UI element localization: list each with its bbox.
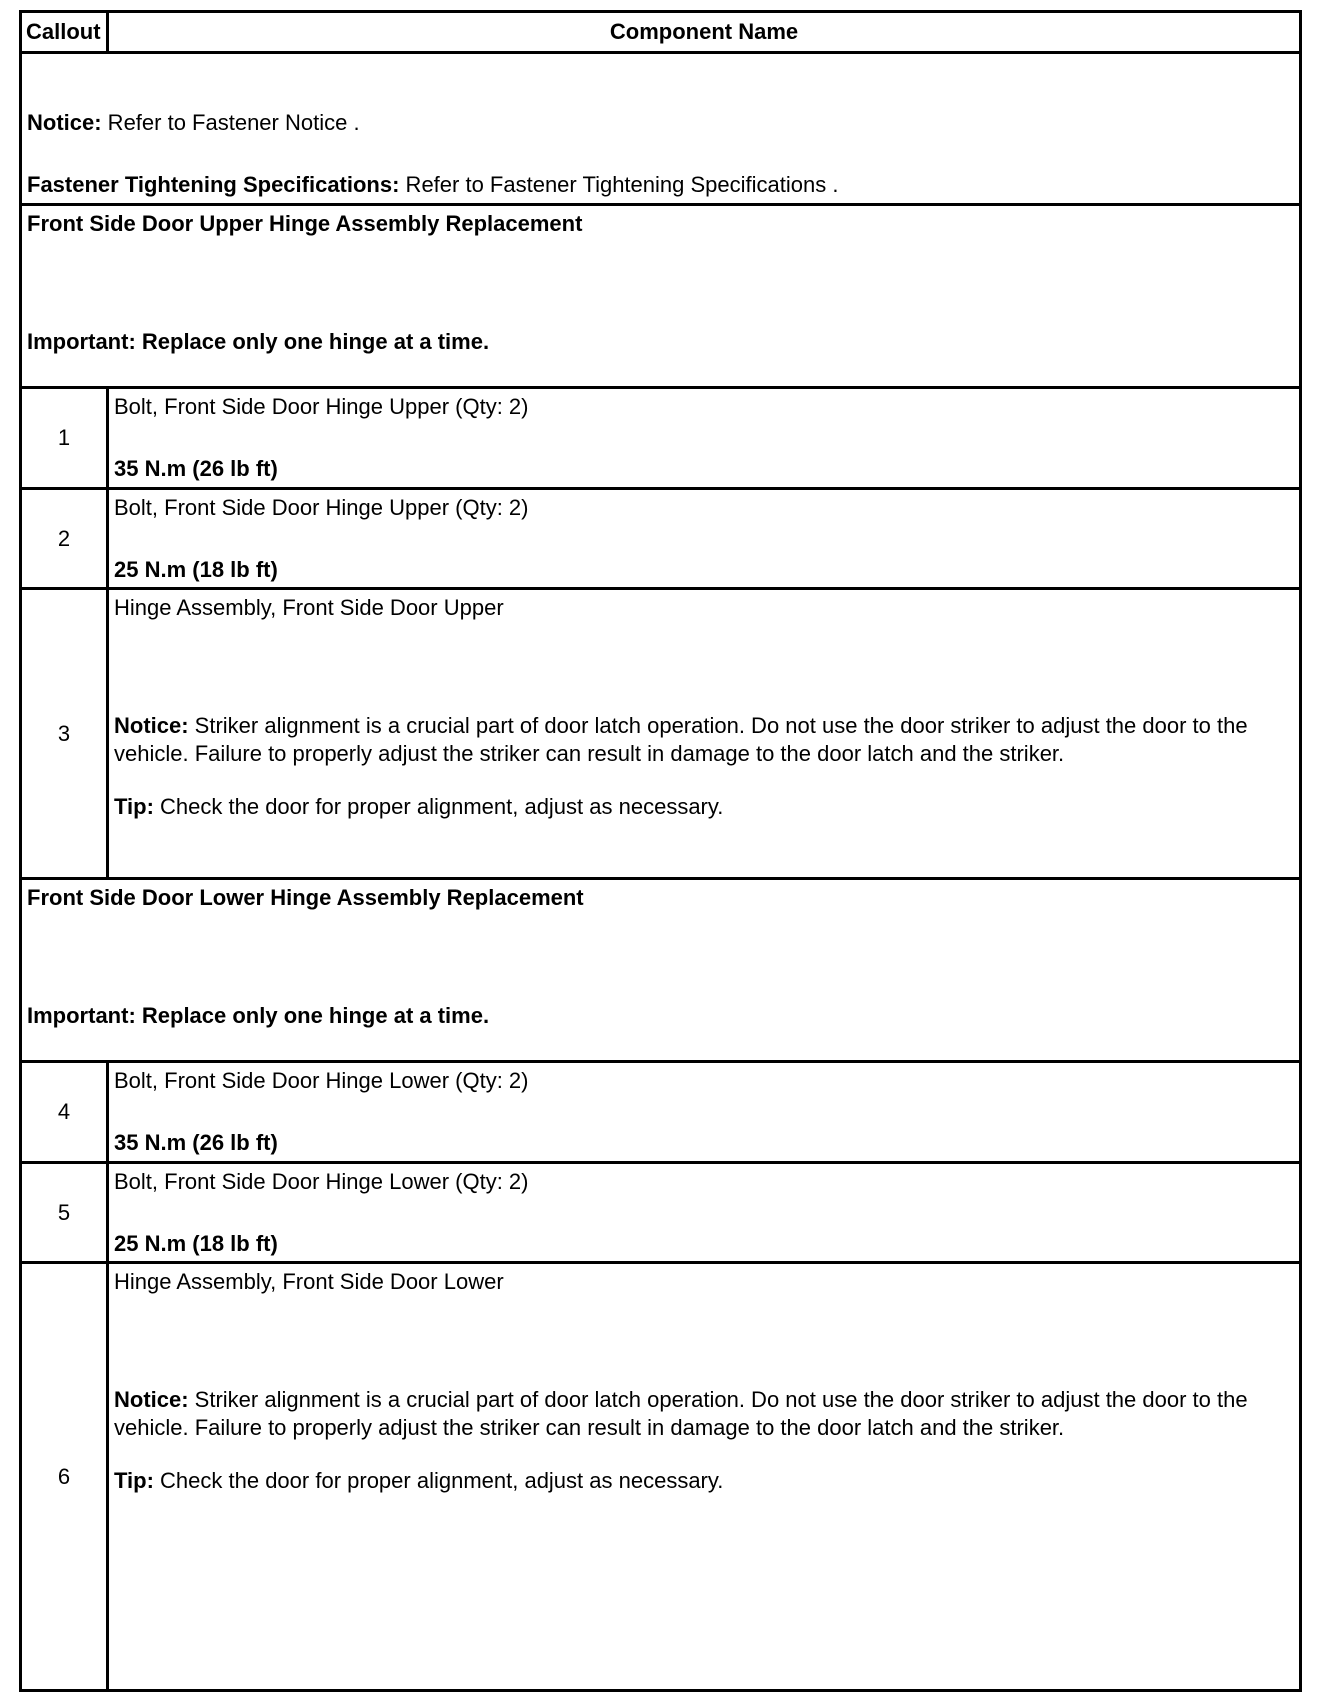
component-cell — [108, 1062, 1301, 1163]
row-notice — [114, 1386, 1294, 1442]
section-title: Front Side Door Upper Hinge Assembly Replacement — [27, 211, 583, 236]
callout-cell: 4 — [21, 1062, 108, 1163]
intro-notice-label: Notice: — [27, 110, 102, 135]
callout-cell: 3 — [21, 589, 108, 879]
component-name: Hinge Assembly, Front Side Door Lower — [114, 1269, 504, 1294]
intro-notice — [27, 109, 1294, 137]
torque-value: 25 N.m (18 lb ft) — [114, 1231, 278, 1256]
intro-spec-text: Refer to Fastener Tightening Specifications . — [399, 172, 839, 197]
component-table — [19, 10, 1302, 1692]
row-tip-label: Tip: — [114, 794, 154, 819]
section-title: Front Side Door Lower Hinge Assembly Replacement — [27, 885, 584, 910]
header-row — [21, 12, 1301, 53]
component-cell — [108, 388, 1301, 489]
component-name: Bolt, Front Side Door Hinge Upper (Qty: 2) — [114, 394, 529, 419]
section-header-cell — [21, 205, 1301, 388]
row-tip-text: Check the door for proper alignment, adjust as necessary. — [153, 794, 724, 819]
component-cell — [108, 1163, 1301, 1263]
intro-notice-text: Refer to Fastener Notice . — [101, 110, 360, 135]
table-row — [21, 388, 1301, 489]
row-tip-label: Tip: — [114, 1468, 154, 1493]
component-name: Bolt, Front Side Door Hinge Lower (Qty: 2) — [114, 1068, 529, 1093]
torque-value: 35 N.m (26 lb ft) — [114, 1130, 278, 1155]
component-name: Bolt, Front Side Door Hinge Upper (Qty: 2) — [114, 495, 529, 520]
section-header-row — [21, 205, 1301, 388]
row-notice-text: Striker alignment is a crucial part of door latch operation. Do not use the door striker to adjust the door to the vehicle. Failure to properly adjust the striker can result in damage to the door latch and the striker. — [114, 713, 1248, 766]
callout-cell: 1 — [21, 388, 108, 489]
component-name: Bolt, Front Side Door Hinge Lower (Qty: 2) — [114, 1169, 529, 1194]
callout-cell: 5 — [21, 1163, 108, 1263]
table-row — [21, 589, 1301, 879]
callout-cell: 6 — [21, 1263, 108, 1691]
torque-value: 35 N.m (26 lb ft) — [114, 456, 278, 481]
component-name-header: Component Name — [108, 12, 1301, 53]
table-row — [21, 489, 1301, 589]
row-notice — [114, 712, 1294, 768]
table-row — [21, 1263, 1301, 1691]
torque-value: 25 N.m (18 lb ft) — [114, 557, 278, 582]
callout-header: Callout — [21, 12, 108, 53]
callout-cell: 2 — [21, 489, 108, 589]
table-row — [21, 1163, 1301, 1263]
section-header-row — [21, 879, 1301, 1062]
intro-row — [21, 53, 1301, 205]
intro-cell — [21, 53, 1301, 205]
component-cell — [108, 1263, 1301, 1691]
row-tip — [114, 793, 1294, 821]
section-important: Important: Replace only one hinge at a time. — [27, 329, 490, 354]
intro-spec — [27, 171, 1294, 199]
row-tip-text: Check the door for proper alignment, adjust as necessary. — [153, 1468, 724, 1493]
component-table-sheet — [19, 10, 1302, 1692]
row-tip — [114, 1467, 1294, 1495]
section-important: Important: Replace only one hinge at a time. — [27, 1003, 490, 1028]
row-notice-text: Striker alignment is a crucial part of door latch operation. Do not use the door striker to adjust the door to the vehicle. Failure to properly adjust the striker can result in damage to the door latch and the striker. — [114, 1387, 1248, 1440]
row-notice-label: Notice: — [114, 1387, 189, 1412]
table-row — [21, 1062, 1301, 1163]
component-cell — [108, 589, 1301, 879]
intro-spec-label: Fastener Tightening Specifications: — [27, 172, 400, 197]
component-name: Hinge Assembly, Front Side Door Upper — [114, 595, 504, 620]
component-cell — [108, 489, 1301, 589]
row-notice-label: Notice: — [114, 713, 189, 738]
section-header-cell — [21, 879, 1301, 1062]
